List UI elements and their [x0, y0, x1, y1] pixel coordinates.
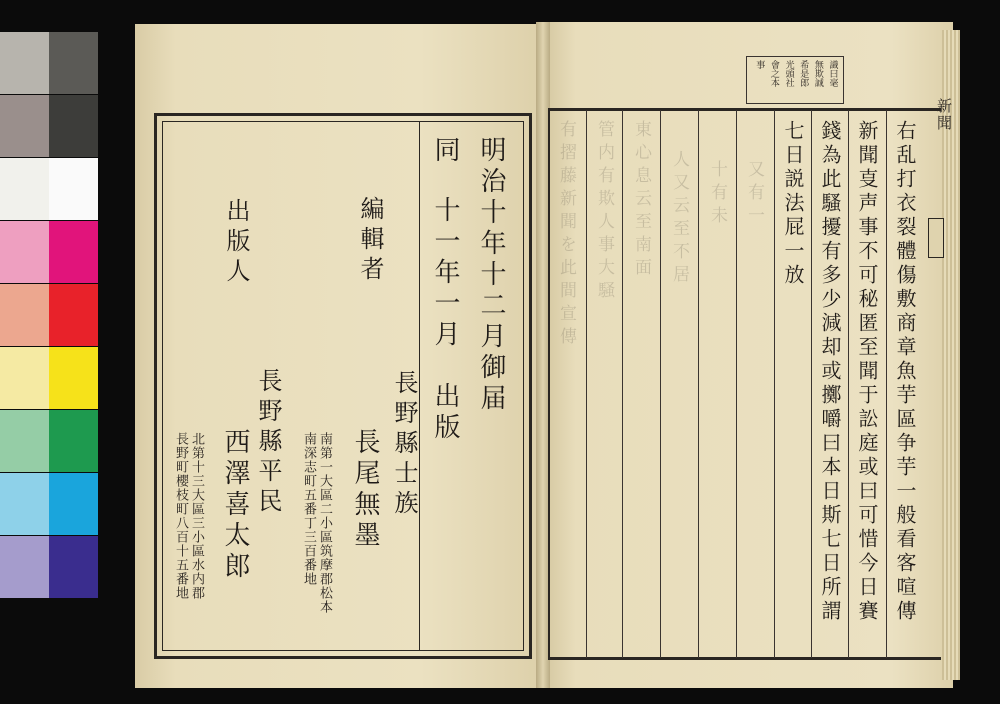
chapter-tab-label: 新聞 — [935, 98, 953, 132]
publisher-label: 出版人 — [222, 198, 250, 288]
marginal-note-line: 希是郎 — [798, 60, 809, 87]
column-rule — [586, 110, 587, 658]
publisher-name: 西澤喜太郎 — [220, 428, 250, 583]
editor-address-1: 南第一大區二小區筑摩郡松本 — [317, 432, 332, 614]
show-through-text: 又有一 — [744, 160, 764, 229]
colophon-frame-inner — [162, 121, 524, 651]
body-column-4: 七日説法屁一放 — [781, 120, 805, 288]
color-swatch — [49, 221, 98, 283]
marginal-note-line: 會之本 — [768, 60, 779, 87]
editor-label: 編輯者 — [356, 196, 384, 286]
color-swatch — [0, 32, 49, 94]
color-swatch — [49, 347, 98, 409]
color-swatch — [0, 347, 49, 409]
column-rule — [774, 110, 775, 658]
column-rule — [622, 110, 623, 658]
column-rule — [736, 110, 737, 658]
marginal-note-line: 光頭社 — [783, 60, 794, 87]
color-swatch — [49, 473, 98, 535]
body-column-2: 新聞㕝声事不可秘匿至聞于訟庭或曰可惜今日賽 — [855, 120, 879, 624]
color-swatch — [49, 95, 98, 157]
date-line-2-prefix: 同 — [430, 136, 460, 167]
color-checker-card — [0, 32, 98, 598]
show-through-text: 管内有欺人事大騒 — [594, 120, 614, 304]
color-swatch — [0, 410, 49, 472]
color-swatch — [0, 536, 49, 598]
column-rule — [811, 110, 812, 658]
color-swatch — [49, 410, 98, 472]
marginal-note-box — [746, 56, 844, 104]
marginal-note-line: 無欺誠 — [812, 60, 823, 87]
editor-origin: 長野縣士族 — [390, 370, 418, 520]
body-column-1: 右乱打衣裂體傷敷商章魚芋區争芋一般看客喧傳 — [893, 120, 917, 624]
colophon-divider — [419, 121, 420, 651]
publisher-address-2: 長野町櫻枝町八百十五番地 — [173, 432, 188, 600]
show-through-text: 有摺藤新聞を此間宣傳 — [556, 120, 576, 350]
color-swatch — [0, 158, 49, 220]
column-rule — [698, 110, 699, 658]
color-swatch — [49, 284, 98, 346]
color-swatch — [0, 95, 49, 157]
marginal-note-line: 事 — [754, 60, 765, 69]
editor-address-2: 南深志町五番丁三百番地 — [301, 432, 316, 586]
publisher-address-1: 北第十三大區三小區水内郡 — [189, 432, 204, 600]
show-through-text: 東心息云至南面 — [631, 120, 651, 281]
color-swatch — [49, 32, 98, 94]
color-swatch — [0, 473, 49, 535]
show-through-text: 人又云至不居 — [669, 150, 689, 288]
column-rule — [660, 110, 661, 658]
color-swatch — [49, 536, 98, 598]
publisher-origin: 長野縣平民 — [254, 368, 282, 518]
color-swatch — [49, 158, 98, 220]
body-column-3: 錢為此騷擾有多少減却或擲嚼曰本日斯七日所謂 — [818, 120, 842, 624]
date-line-1: 明治十年十二月御届 — [476, 136, 506, 415]
date-line-2: 十一年一月 出版 — [430, 196, 460, 444]
color-swatch — [0, 284, 49, 346]
marginal-note-line: 識曰毫 — [827, 60, 838, 87]
color-swatch — [0, 221, 49, 283]
show-through-text: 十有未 — [707, 160, 727, 229]
column-rule — [886, 110, 887, 658]
column-rule — [848, 110, 849, 658]
editor-name: 長尾無墨 — [350, 428, 380, 552]
